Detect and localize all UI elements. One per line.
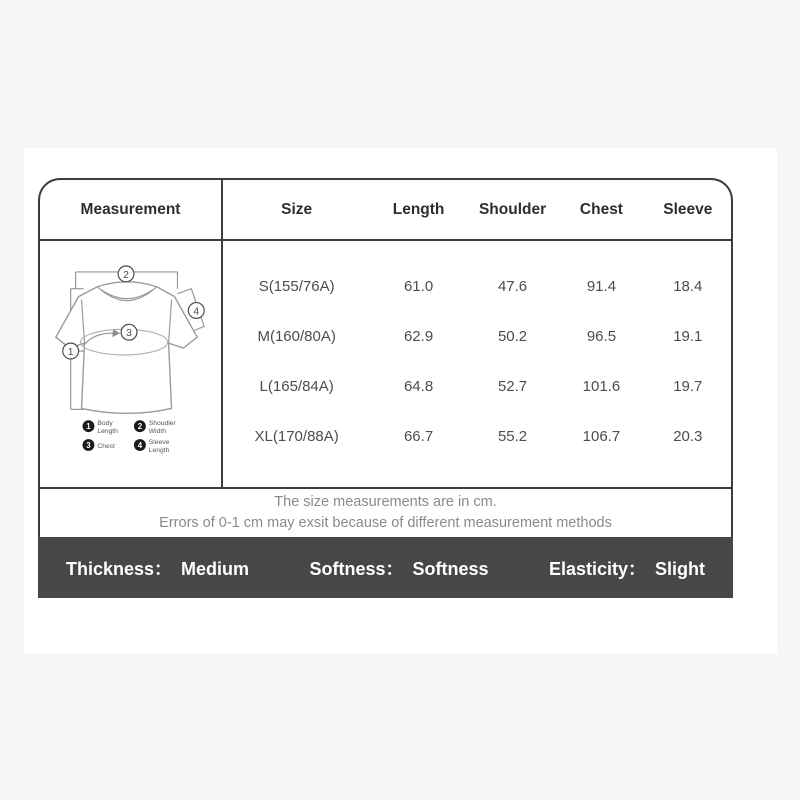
- marker-2: [118, 266, 134, 282]
- legend-4-line1: Sleeve: [148, 439, 170, 447]
- cell-size: M(160/80A): [257, 327, 336, 345]
- marker-1-num: 1: [67, 346, 74, 358]
- thickness-value: Medium: [181, 558, 250, 579]
- cell-sleeve: 18.4: [673, 277, 703, 295]
- size-chart-card: [24, 148, 777, 654]
- marker-4: [188, 303, 204, 319]
- cell-length: 64.8: [403, 377, 434, 395]
- cell-length: 61.0: [403, 277, 434, 295]
- table-row-s: [223, 261, 731, 311]
- column-header-sleeve: Sleeve: [663, 200, 713, 218]
- column-header-length: Length: [392, 200, 445, 218]
- marker-1: [63, 343, 79, 359]
- legend-1-line2: Length: [97, 428, 118, 436]
- table-header-row: [223, 180, 731, 241]
- cell-size: S(155/76A): [258, 277, 335, 295]
- marker-3: [121, 324, 137, 340]
- note-line-2: Errors of 0-1 cm may exsit because of different measurement methods: [159, 514, 612, 531]
- column-header-shoulder: Shoulder: [478, 200, 547, 218]
- note-line-1: The size measurements are in cm.: [274, 494, 497, 511]
- cell-chest: 106.7: [582, 427, 621, 445]
- diagram-legend: [83, 420, 177, 454]
- size-table-panel: [38, 178, 733, 537]
- table-row-l: [223, 361, 731, 411]
- legend-2-line2: Width: [148, 428, 166, 436]
- elasticity-label: Elasticity：: [548, 558, 646, 579]
- table-row-m: [223, 311, 731, 361]
- diagram-container: [40, 241, 221, 462]
- legend-1-line1: Body: [97, 420, 113, 428]
- legend-1-num: 1: [86, 422, 91, 432]
- cell-chest: 101.6: [582, 377, 621, 395]
- cell-sleeve: 19.1: [673, 327, 703, 345]
- cell-size: XL(170/88A): [254, 427, 339, 445]
- cell-length: 62.9: [403, 327, 434, 345]
- legend-3-num: 3: [86, 440, 91, 450]
- cell-shoulder: 55.2: [497, 427, 528, 445]
- data-column: [223, 180, 731, 487]
- marker-2-num: 2: [123, 269, 129, 281]
- attribute-softness: [309, 555, 488, 581]
- cell-shoulder: 47.6: [497, 277, 528, 295]
- legend-2-num: 2: [137, 422, 143, 432]
- softness-label: Softness：: [309, 558, 404, 579]
- cell-length: 66.7: [403, 427, 434, 445]
- size-table-body: [40, 180, 731, 487]
- legend-4-num: 4: [137, 440, 143, 450]
- measurement-column: [40, 180, 223, 487]
- attribute-elasticity: [549, 555, 705, 581]
- cell-sleeve: 19.7: [673, 377, 703, 395]
- column-header-size: Size: [281, 200, 313, 218]
- legend-4-line2: Length: [148, 446, 170, 454]
- marker-3-num: 3: [126, 328, 132, 340]
- cell-chest: 96.5: [586, 327, 617, 345]
- measurement-notes: [40, 487, 731, 537]
- legend-2-line1: Shoudler: [148, 420, 176, 428]
- table-rows: [223, 241, 731, 461]
- cell-shoulder: 50.2: [497, 327, 528, 345]
- legend-3-line1: Chest: [97, 442, 115, 450]
- softness-value: Softness: [412, 558, 489, 579]
- measurement-header-cell: [40, 180, 221, 241]
- cell-sleeve: 20.3: [673, 427, 703, 445]
- cell-shoulder: 52.7: [497, 377, 528, 395]
- table-row-xl: [223, 411, 731, 461]
- marker-4-num: 4: [193, 306, 200, 318]
- measurement-header-label: Measurement: [80, 200, 181, 218]
- thickness-label: Thickness：: [66, 558, 173, 579]
- cell-size: L(165/84A): [259, 377, 334, 395]
- tshirt-diagram: [40, 247, 221, 462]
- cell-chest: 91.4: [586, 277, 617, 295]
- elasticity-value: Slight: [654, 558, 705, 579]
- attribute-thickness: [66, 555, 249, 581]
- fabric-attributes-bar: [38, 537, 733, 598]
- column-header-chest: Chest: [579, 200, 623, 218]
